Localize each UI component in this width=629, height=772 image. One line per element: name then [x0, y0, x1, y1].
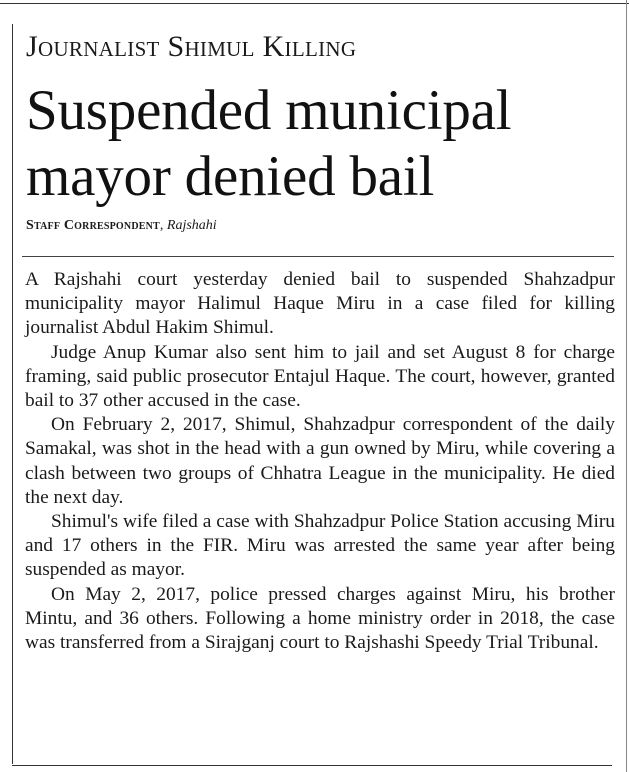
top-rule [0, 3, 629, 4]
byline-author: Staff Correspondent [26, 218, 160, 233]
right-edge-rule [626, 0, 627, 772]
article-paragraph: Shimul's wife filed a case with Shahzadpur Police Station accusing Miru and 17 others in the FIR. Miru was arrested the same year after being suspended as mayor. [25, 511, 615, 581]
section-divider [22, 256, 614, 257]
article-byline [26, 218, 217, 234]
byline-location: Rajshahi [166, 218, 217, 233]
article-headline: Suspended municipal mayor denied bail [26, 79, 512, 208]
article-kicker: Journalist Shimul Killing [26, 30, 357, 63]
left-column-rule [12, 24, 13, 764]
article-paragraph: Judge Anup Kumar also sent him to jail and set August 8 for charge framing, said public prosecutor Entajul Haque. The court, however, granted bail to 37 other accused in the case. [25, 341, 615, 412]
byline-separator: , [159, 218, 167, 233]
article-paragraph: On February 2, 2017, Shimul, Shahzadpur correspondent of the daily Samakal, was shot in the head with a gun owned by Miru, while covering a clash between two groups of Chhatra League in the municipality. He died the next day. [25, 414, 615, 508]
article-paragraph: A Rajshahi court yesterday denied bail to suspended Shahzadpur municipality mayor Halimul Haque Miru in a case filed for killing journalist Abdul Hakim Shimul. [25, 269, 615, 339]
article-paragraph: On May 2, 2017, police pressed charges against Miru, his brother Mintu, and 36 others. Following a home ministry order in 2018, the case was transferred from a Sirajganj court to Rajshashi Speedy Trial Tribunal. [25, 583, 615, 654]
bottom-rule [12, 765, 612, 766]
article-body [25, 268, 615, 655]
